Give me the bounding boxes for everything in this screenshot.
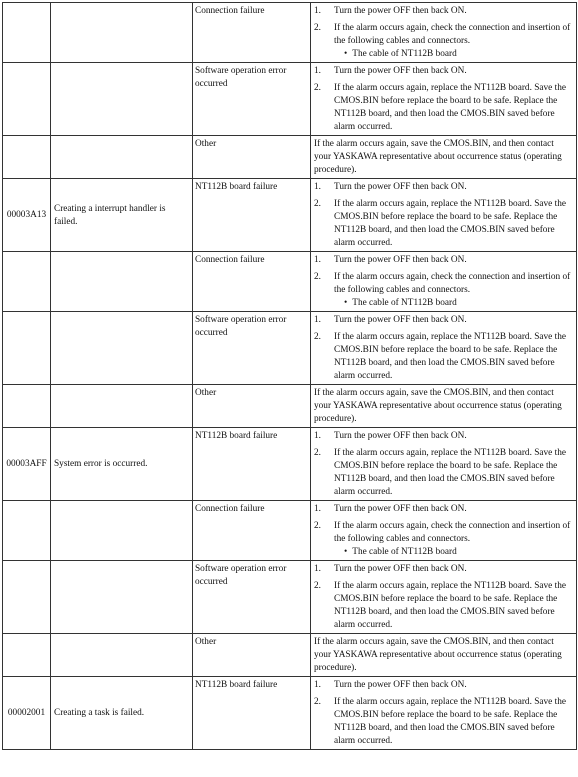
step-number: 1. [314,564,321,574]
alarm-description: Creating a task is failed. [51,677,193,750]
alarm-cause: NT112B board failure [193,179,311,252]
step-text: Turn the power OFF then back ON. [334,182,467,192]
alarm-code [3,561,51,634]
step-text: Turn the power OFF then back ON. [334,680,467,690]
step-number: 1. [314,6,321,16]
remedy-step [314,181,574,194]
step-number: 1. [314,182,321,192]
remedy-step [314,430,574,443]
alarm-code [3,136,51,179]
remedy-text: If the alarm occurs again, save the CMOS.BIN, and then contact your YASKAWA representative about occurrence status (operating procedure). [314,139,562,175]
step-text: Turn the power OFF then back ON. [334,564,467,574]
remedy-step [314,254,574,267]
table-row [3,501,577,561]
table-row [3,136,577,179]
alarm-description [51,634,193,677]
alarm-description [51,561,193,634]
step-number: 2. [314,581,321,591]
remedy-cell [311,136,577,179]
alarm-table [2,2,577,750]
remedy-cell [311,63,577,136]
table-row [3,312,577,385]
step-text: Turn the power OFF then back ON. [334,6,467,16]
table-row [3,677,577,750]
remedy-cell [311,428,577,501]
step-number: 1. [314,431,321,441]
alarm-code [3,501,51,561]
remedy-cell [311,677,577,750]
step-text: If the alarm occurs again, check the connection and insertion of the following cables and connectors. [334,521,571,544]
alarm-cause: Connection failure [193,501,311,561]
alarm-code [3,312,51,385]
alarm-description [51,312,193,385]
alarm-description: System error is occurred. [51,428,193,501]
alarm-cause: Other [193,385,311,428]
remedy-step [314,65,574,78]
step-number: 2. [314,23,321,33]
table-row [3,252,577,312]
remedy-text: If the alarm occurs again, save the CMOS.BIN, and then contact your YASKAWA representative about occurrence status (operating procedure). [314,388,562,424]
alarm-cause: Software operation error occurred [193,63,311,136]
step-number: 2. [314,521,321,531]
remedy-step [314,447,574,499]
table-row [3,385,577,428]
alarm-code [3,634,51,677]
alarm-code: 00003AFF [3,428,51,501]
alarm-code [3,63,51,136]
step-text: Turn the power OFF then back ON. [334,504,467,514]
step-text: Turn the power OFF then back ON. [334,431,467,441]
alarm-code [3,252,51,312]
remedy-text: If the alarm occurs again, save the CMOS.BIN, and then contact your YASKAWA representative about occurrence status (operating procedure). [314,637,562,673]
remedy-step [314,198,574,250]
remedy-cell [311,385,577,428]
remedy-step [314,82,574,134]
table-row [3,561,577,634]
remedy-step [314,520,574,559]
step-text: If the alarm occurs again, replace the NT112B board. Save the CMOS.BIN before replace the board to be safe. Replace the NT112B board, and then load the CMOS.BIN saved before alarm occurred. [334,448,566,497]
step-text: Turn the power OFF then back ON. [334,315,467,325]
alarm-cause: Software operation error occurred [193,312,311,385]
cable-bullet: • The cable of NT112B board [334,297,574,310]
step-text: If the alarm occurs again, check the connection and insertion of the following cables and connectors. [334,272,571,295]
remedy-step [314,563,574,576]
step-number: 2. [314,199,321,209]
remedy-step [314,271,574,310]
step-text: If the alarm occurs again, replace the NT112B board. Save the CMOS.BIN before replace the board to be safe. Replace the NT112B board, and then load the CMOS.BIN saved before alarm occurred. [334,199,566,248]
alarm-description [51,136,193,179]
step-number: 2. [314,448,321,458]
step-number: 1. [314,504,321,514]
step-text: If the alarm occurs again, check the connection and insertion of the following cables and connectors. [334,23,571,46]
step-text: Turn the power OFF then back ON. [334,66,467,76]
alarm-cause: NT112B board failure [193,428,311,501]
step-number: 2. [314,697,321,707]
step-number: 1. [314,315,321,325]
table-row [3,179,577,252]
alarm-cause: Other [193,136,311,179]
cable-bullet: • The cable of NT112B board [334,546,574,559]
step-number: 2. [314,83,321,93]
step-number: 1. [314,255,321,265]
remedy-cell [311,312,577,385]
step-text: If the alarm occurs again, replace the NT112B board. Save the CMOS.BIN before replace the board to be safe. Replace the NT112B board, and then load the CMOS.BIN saved before alarm occurred. [334,581,566,630]
step-text: If the alarm occurs again, replace the NT112B board. Save the CMOS.BIN before replace the board to be safe. Replace the NT112B board, and then load the CMOS.BIN saved before alarm occurred. [334,697,566,746]
remedy-step [314,331,574,383]
step-text: Turn the power OFF then back ON. [334,255,467,265]
alarm-cause: Connection failure [193,252,311,312]
alarm-cause: Connection failure [193,3,311,63]
alarm-description [51,252,193,312]
alarm-cause: Other [193,634,311,677]
step-text: If the alarm occurs again, replace the NT112B board. Save the CMOS.BIN before replace the board to be safe. Replace the NT112B board, and then load the CMOS.BIN saved before alarm occurred. [334,332,566,381]
table-row [3,63,577,136]
remedy-cell [311,501,577,561]
remedy-step [314,503,574,516]
alarm-description [51,501,193,561]
alarm-code: 00002001 [3,677,51,750]
remedy-cell [311,179,577,252]
cable-bullet: • The cable of NT112B board [334,48,574,61]
step-number: 1. [314,66,321,76]
step-number: 2. [314,332,321,342]
remedy-step [314,314,574,327]
alarm-code: 00003A13 [3,179,51,252]
remedy-step [314,679,574,692]
alarm-code [3,385,51,428]
remedy-cell [311,252,577,312]
alarm-cause: NT112B board failure [193,677,311,750]
alarm-description: Creating a interrupt handler is failed. [51,179,193,252]
remedy-step [314,696,574,748]
alarm-description [51,3,193,63]
table-row [3,428,577,501]
remedy-step [314,22,574,61]
remedy-cell [311,3,577,63]
alarm-description [51,63,193,136]
remedy-step [314,580,574,632]
remedy-cell [311,634,577,677]
step-number: 1. [314,680,321,690]
alarm-description [51,385,193,428]
step-number: 2. [314,272,321,282]
table-row [3,634,577,677]
remedy-cell [311,561,577,634]
remedy-step [314,5,574,18]
alarm-code [3,3,51,63]
table-row [3,3,577,63]
step-text: If the alarm occurs again, replace the NT112B board. Save the CMOS.BIN before replace the board to be safe. Replace the NT112B board, and then load the CMOS.BIN saved before alarm occurred. [334,83,566,132]
alarm-cause: Software operation error occurred [193,561,311,634]
